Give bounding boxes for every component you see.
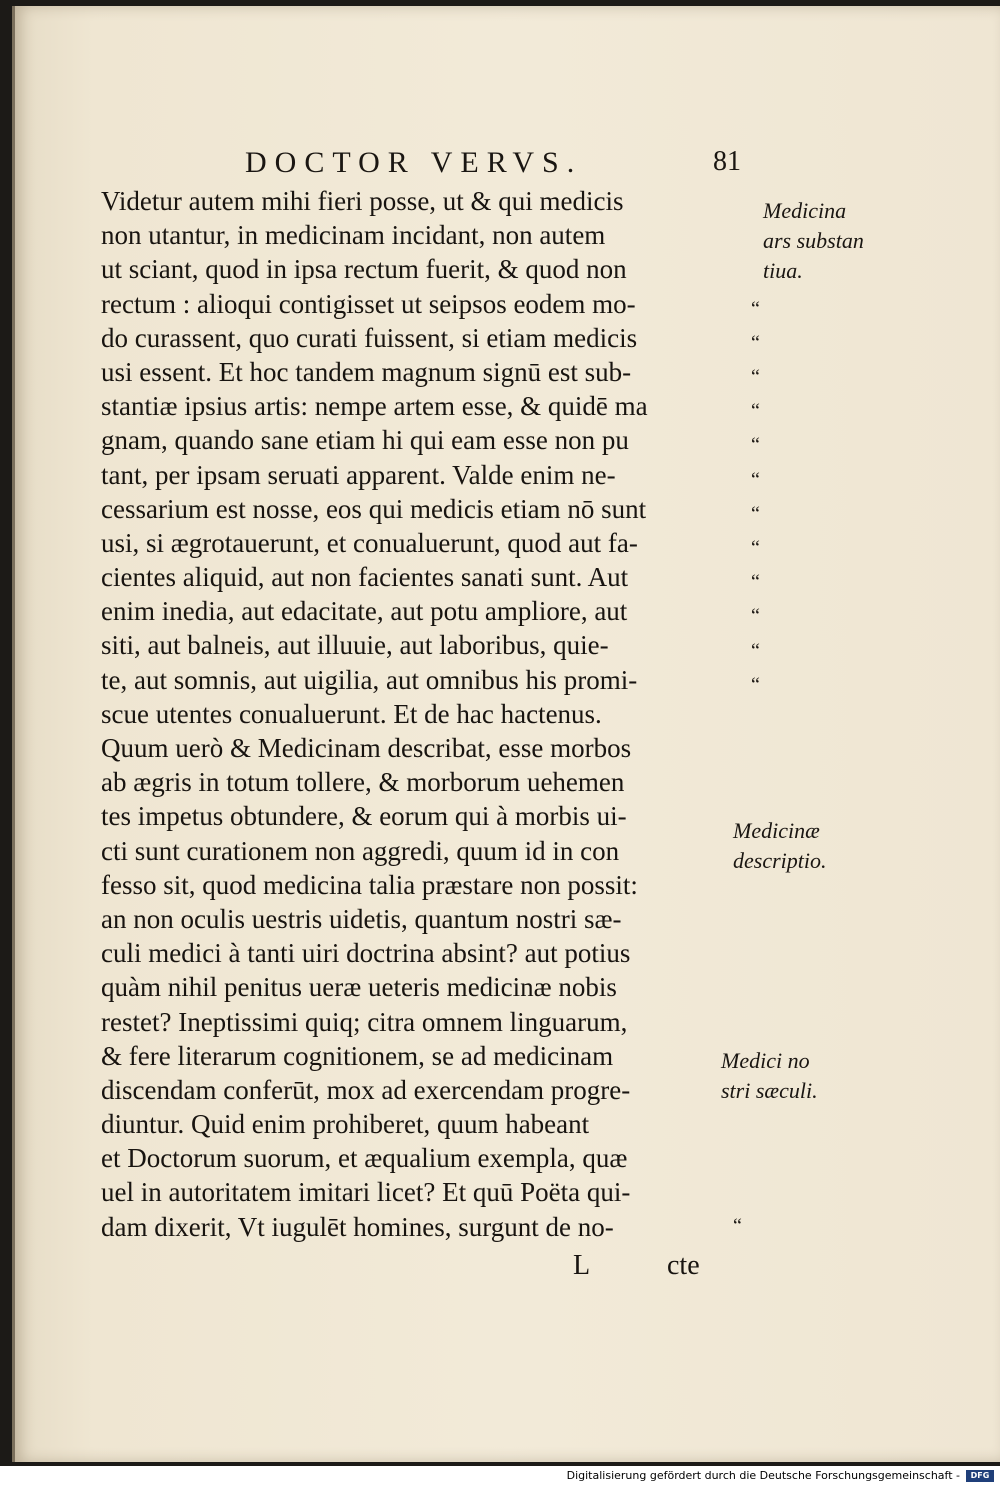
page-bottom bbox=[15, 1250, 1000, 1290]
quote-mark: “ bbox=[751, 673, 760, 696]
text-line: cessarium est nosse, eos qui medicis etiam nō sunt bbox=[101, 493, 647, 524]
quote-mark: “ bbox=[751, 502, 760, 525]
text-line: non utantur, in medicinam incidant, non autem bbox=[101, 220, 606, 251]
marginal-line: Medicina bbox=[763, 198, 847, 223]
text-line: quàm nihil penitus ueræ ueteris medicinæ nobis bbox=[101, 972, 617, 1003]
quote-mark: “ bbox=[751, 537, 760, 559]
marginal-line: descriptio. bbox=[733, 848, 827, 873]
quote-mark: “ bbox=[751, 639, 760, 662]
marginal-note-medicina bbox=[763, 196, 864, 286]
text-line: et Doctorum suorum, et æqualium exempla, quæ bbox=[101, 1143, 628, 1174]
marginal-line: Medici no bbox=[721, 1048, 810, 1073]
quote-mark: “ bbox=[733, 1215, 742, 1237]
text-line: tes impetus obtundere, & eorum qui à morbis ui- bbox=[101, 801, 627, 832]
text-line: usi essent. Et hoc tandem magnum signū est sub- bbox=[101, 356, 632, 387]
running-head: DOCTOR VERVS. bbox=[245, 146, 583, 179]
footer-credit: Digitalisierung gefördert durch die Deutsche Forschungsgemeinschaft - bbox=[566, 1469, 960, 1482]
text-line: diuntur. Quid enim prohiberet, quum habeant bbox=[101, 1109, 590, 1140]
dfg-logo: DFG bbox=[966, 1470, 994, 1482]
book-page bbox=[12, 6, 1000, 1462]
text-line: enim inedia, aut edacitate, aut potu ampliore, aut bbox=[101, 596, 628, 627]
text-line: siti, aut balneis, aut illuuie, aut laboribus, quie- bbox=[101, 630, 609, 661]
quote-mark: “ bbox=[751, 400, 760, 423]
marginal-line: stri sæculi. bbox=[721, 1078, 818, 1103]
quote-mark: “ bbox=[751, 297, 760, 320]
marginal-line: ars substan bbox=[763, 228, 864, 253]
text-line: culi medici à tanti uiri doctrina absint? aut potius bbox=[101, 938, 631, 969]
quote-mark: “ bbox=[751, 434, 760, 457]
text-line: an non oculis uestris uidetis, quantum nostri sæ- bbox=[101, 903, 622, 934]
text-line: scue utentes conualuerunt. Et de hac hactenus. bbox=[101, 698, 602, 729]
digitization-footer bbox=[0, 1466, 1000, 1488]
catchword: cte bbox=[667, 1250, 700, 1281]
text-line: gnam, quando sane etiam hi qui eam esse non pu bbox=[101, 425, 629, 456]
text-line: ut sciant, quod in ipsa rectum fuerit, & quod non bbox=[101, 254, 627, 285]
text-line: te, aut somnis, aut uigilia, aut omnibus his promi- bbox=[101, 664, 638, 695]
text-line: cientes aliquid, aut non facientes sanati sunt. Aut bbox=[101, 562, 629, 593]
text-line: & fere literarum cognitionem, se ad medicinam bbox=[101, 1040, 614, 1071]
text-line: Quum uerò & Medicinam describat, esse morbos bbox=[101, 733, 632, 763]
text-line: uel in autoritatem imitari licet? Et quū Poëta qui- bbox=[101, 1177, 631, 1208]
marginal-note-medici bbox=[721, 1046, 818, 1106]
marginal-line: Medicinæ bbox=[733, 818, 820, 843]
quote-mark: “ bbox=[751, 571, 760, 594]
marginal-line: tiua. bbox=[763, 258, 803, 283]
marginal-note-descriptio bbox=[733, 816, 827, 876]
quote-mark: “ bbox=[751, 468, 760, 491]
body-text bbox=[101, 184, 741, 1244]
text-line: usi, si ægrotauerunt, et conualuerunt, quod aut fa- bbox=[101, 527, 638, 558]
text-line: cti sunt curationem non aggredi, quum id in con bbox=[101, 835, 620, 866]
page-header bbox=[15, 146, 1000, 186]
text-line: stantiæ ipsius artis: nempe artem esse, & quidē ma bbox=[101, 391, 648, 422]
quote-mark: “ bbox=[751, 605, 760, 628]
folio-number: 81 bbox=[713, 146, 741, 177]
text-line: tant, per ipsam seruati apparent. Valde enim ne- bbox=[101, 459, 616, 490]
text-line: fesso sit, quod medicina talia præstare non possit: bbox=[101, 869, 638, 900]
text-line: ab ægris in totum tollere, & morborum uehemen bbox=[101, 767, 625, 798]
signature-mark: L bbox=[573, 1250, 591, 1281]
text-line: restet? Ineptissimi quiq; citra omnem linguarum, bbox=[101, 1006, 628, 1037]
quote-mark: “ bbox=[751, 366, 760, 388]
quote-mark: “ bbox=[751, 331, 760, 354]
text-line: discendam conferūt, mox ad exercendam progre- bbox=[101, 1074, 631, 1105]
text-line: dam dixerit, Vt iugulēt homines, surgunt de no- bbox=[101, 1211, 614, 1242]
text-line: do curassent, quo curati fuissent, si etiam medicis bbox=[101, 322, 638, 353]
text-line: Videtur autem mihi fieri posse, ut & qui medicis bbox=[101, 186, 624, 216]
text-line: rectum : alioqui contigisset ut seipsos eodem mo- bbox=[101, 288, 636, 319]
